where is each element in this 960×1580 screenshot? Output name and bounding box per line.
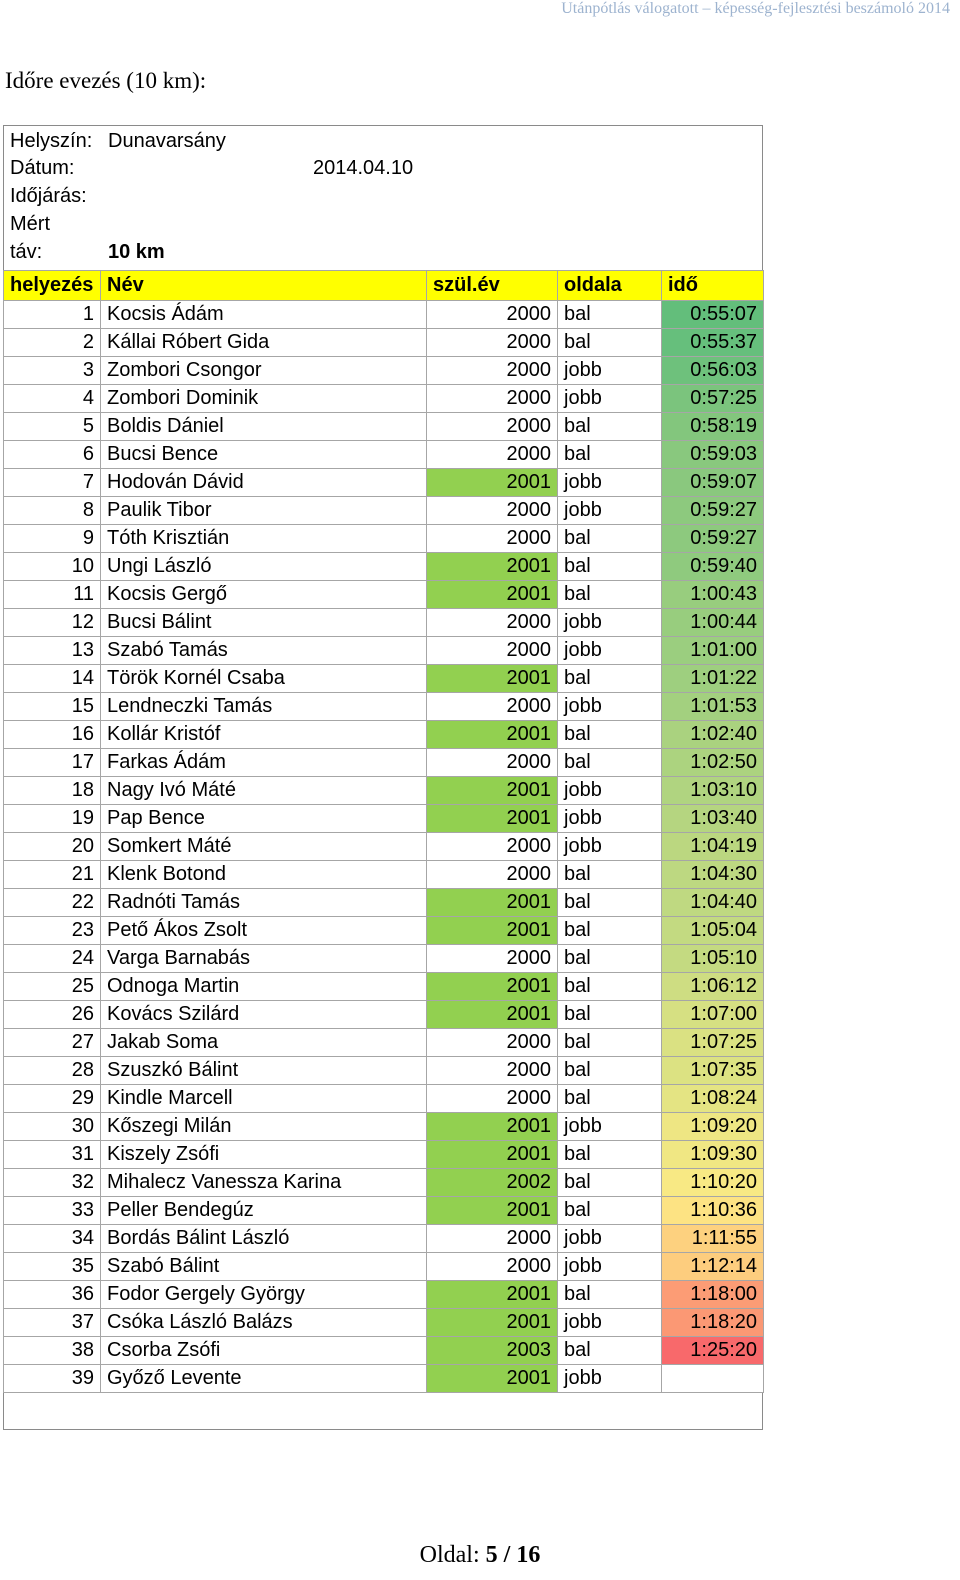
time-cell: 0:56:03 [662,357,764,385]
birth-year-cell: 2001 [427,1141,558,1169]
table-row [4,1169,764,1197]
table-row [4,1141,764,1169]
column-header-time: idő [662,271,764,301]
birth-year-cell: 2000 [427,441,558,469]
table-row [4,889,764,917]
time-cell: 1:25:20 [662,1337,764,1365]
position-cell: 15 [4,693,101,721]
birth-year-cell: 2000 [427,1085,558,1113]
table-row [4,693,764,721]
side-cell: bal [558,721,662,749]
position-cell: 6 [4,441,101,469]
time-cell: 1:05:04 [662,917,764,945]
position-cell: 38 [4,1337,101,1365]
table-row [4,749,764,777]
page-label: Oldal: [419,1542,480,1568]
time-cell: 1:01:53 [662,693,764,721]
time-cell: 1:04:30 [662,861,764,889]
name-cell: Nagy Ivó Máté [101,777,427,805]
location-label: Helyszín: [10,130,93,152]
position-cell: 29 [4,1085,101,1113]
position-cell: 12 [4,609,101,637]
position-cell: 17 [4,749,101,777]
side-cell: bal [558,301,662,329]
birth-year-cell: 2000 [427,497,558,525]
name-cell: Farkas Ádám [101,749,427,777]
name-cell: Kocsis Ádám [101,301,427,329]
time-cell: 1:12:14 [662,1253,764,1281]
table-row [4,721,764,749]
name-cell: Odnoga Martin [101,973,427,1001]
birth-year-cell: 2001 [427,553,558,581]
side-cell: bal [558,945,662,973]
column-header-name: Név [101,271,427,301]
side-cell: bal [558,973,662,1001]
birth-year-cell: 2001 [427,1365,558,1393]
side-cell: bal [558,441,662,469]
birth-year-cell: 2001 [427,889,558,917]
side-cell: bal [558,329,662,357]
name-cell: Mihalecz Vanessza Karina [101,1169,427,1197]
time-cell: 1:11:55 [662,1225,764,1253]
results-body [4,301,764,1393]
time-cell: 0:59:07 [662,469,764,497]
weather-label: Időjárás: [10,185,87,207]
name-cell: Szabó Tamás [101,637,427,665]
name-cell: Lendneczki Tamás [101,693,427,721]
name-cell: Varga Barnabás [101,945,427,973]
birth-year-cell: 2001 [427,1281,558,1309]
time-cell: 1:18:20 [662,1309,764,1337]
time-cell: 1:07:00 [662,1001,764,1029]
time-cell: 1:18:00 [662,1281,764,1309]
table-row [4,1001,764,1029]
table-row [4,1309,764,1337]
table-row [4,945,764,973]
position-cell: 32 [4,1169,101,1197]
birth-year-cell: 2001 [427,469,558,497]
birth-year-cell: 2001 [427,973,558,1001]
birth-year-cell: 2000 [427,1225,558,1253]
time-cell: 0:55:37 [662,329,764,357]
birth-year-cell: 2000 [427,749,558,777]
position-cell: 10 [4,553,101,581]
side-cell: jobb [558,497,662,525]
position-cell: 5 [4,413,101,441]
results-table [3,270,764,1393]
birth-year-cell: 2000 [427,1057,558,1085]
name-cell: Somkert Máté [101,833,427,861]
side-cell: jobb [558,777,662,805]
table-row [4,805,764,833]
time-cell [662,1365,764,1393]
table-row [4,973,764,1001]
side-cell: bal [558,1197,662,1225]
position-cell: 30 [4,1113,101,1141]
time-cell: 0:58:19 [662,413,764,441]
name-cell: Boldis Dániel [101,413,427,441]
table-row [4,329,764,357]
time-cell: 1:06:12 [662,973,764,1001]
birth-year-cell: 2001 [427,777,558,805]
side-cell: jobb [558,1253,662,1281]
birth-year-cell: 2001 [427,721,558,749]
name-cell: Hodován Dávid [101,469,427,497]
table-row [4,469,764,497]
name-cell: Kollár Kristóf [101,721,427,749]
side-cell: bal [558,1169,662,1197]
table-row [4,917,764,945]
name-cell: Török Kornél Csaba [101,665,427,693]
position-cell: 31 [4,1141,101,1169]
table-row [4,301,764,329]
side-cell: bal [558,1085,662,1113]
name-cell: Szuszkó Bálint [101,1057,427,1085]
table-row [4,357,764,385]
time-cell: 1:00:43 [662,581,764,609]
birth-year-cell: 2000 [427,1253,558,1281]
birth-year-cell: 2001 [427,1001,558,1029]
date-value: 2014.04.10 [313,157,414,179]
time-cell: 1:02:50 [662,749,764,777]
side-cell: bal [558,889,662,917]
time-cell: 1:10:20 [662,1169,764,1197]
column-header-birth-year: szül.év [427,271,558,301]
time-cell: 1:03:40 [662,805,764,833]
distance-label-line2: táv: [10,241,43,263]
name-cell: Csorba Zsófi [101,1337,427,1365]
table-row [4,1029,764,1057]
name-cell: Csóka László Balázs [101,1309,427,1337]
name-cell: Kovács Szilárd [101,1001,427,1029]
table-row [4,1057,764,1085]
table-row [4,525,764,553]
position-cell: 13 [4,637,101,665]
name-cell: Kindle Marcell [101,1085,427,1113]
name-cell: Szabó Bálint [101,1253,427,1281]
distance-value: 10 km [108,241,165,263]
position-cell: 23 [4,917,101,945]
birth-year-cell: 2000 [427,861,558,889]
side-cell: jobb [558,833,662,861]
location-value: Dunavarsány [108,130,226,152]
position-cell: 7 [4,469,101,497]
position-cell: 27 [4,1029,101,1057]
side-cell: bal [558,665,662,693]
birth-year-cell: 2001 [427,805,558,833]
side-cell: bal [558,1029,662,1057]
name-cell: Ungi László [101,553,427,581]
name-cell: Tóth Krisztián [101,525,427,553]
position-cell: 8 [4,497,101,525]
birth-year-cell: 2001 [427,1197,558,1225]
birth-year-cell: 2003 [427,1337,558,1365]
side-cell: bal [558,413,662,441]
position-cell: 24 [4,945,101,973]
side-cell: jobb [558,1309,662,1337]
position-cell: 1 [4,301,101,329]
side-cell: jobb [558,609,662,637]
page-total: 16 [516,1542,541,1568]
side-cell: bal [558,1281,662,1309]
table-row [4,609,764,637]
table-row [4,553,764,581]
time-cell: 1:03:10 [662,777,764,805]
birth-year-cell: 2001 [427,1309,558,1337]
name-cell: Paulik Tibor [101,497,427,525]
position-cell: 19 [4,805,101,833]
position-cell: 9 [4,525,101,553]
birth-year-cell: 2000 [427,833,558,861]
side-cell: jobb [558,693,662,721]
name-cell: Radnóti Tamás [101,889,427,917]
time-cell: 1:02:40 [662,721,764,749]
name-cell: Kiszely Zsófi [101,1141,427,1169]
side-cell: jobb [558,357,662,385]
side-cell: bal [558,1141,662,1169]
page-current: 5 [485,1542,498,1568]
table-row [4,441,764,469]
column-header-position: helyezés [4,271,101,301]
side-cell: jobb [558,637,662,665]
side-cell: jobb [558,469,662,497]
time-cell: 0:55:07 [662,301,764,329]
side-cell: jobb [558,1365,662,1393]
name-cell: Zombori Csongor [101,357,427,385]
side-cell: bal [558,861,662,889]
table-row [4,1281,764,1309]
side-cell: bal [558,749,662,777]
name-cell: Zombori Dominik [101,385,427,413]
position-cell: 14 [4,665,101,693]
time-cell: 1:09:30 [662,1141,764,1169]
birth-year-cell: 2000 [427,945,558,973]
time-cell: 0:59:27 [662,497,764,525]
side-cell: bal [558,917,662,945]
time-cell: 1:05:10 [662,945,764,973]
name-cell: Bucsi Bálint [101,609,427,637]
position-cell: 35 [4,1253,101,1281]
side-cell: jobb [558,805,662,833]
table-row [4,1197,764,1225]
time-cell: 1:01:22 [662,665,764,693]
position-cell: 37 [4,1309,101,1337]
running-header: Utánpótlás válogatott – képesség-fejlesztési beszámoló 2014 [561,0,950,17]
name-cell: Peller Bendegúz [101,1197,427,1225]
time-cell: 1:07:25 [662,1029,764,1057]
position-cell: 18 [4,777,101,805]
table-row [4,1085,764,1113]
name-cell: Jakab Soma [101,1029,427,1057]
name-cell: Kállai Róbert Gida [101,329,427,357]
distance-label-line1: Mért [10,213,50,235]
birth-year-cell: 2000 [427,357,558,385]
position-cell: 3 [4,357,101,385]
name-cell: Klenk Botond [101,861,427,889]
time-cell: 0:57:25 [662,385,764,413]
birth-year-cell: 2000 [427,329,558,357]
side-cell: bal [558,525,662,553]
name-cell: Győző Levente [101,1365,427,1393]
side-cell: jobb [558,1225,662,1253]
position-cell: 21 [4,861,101,889]
time-cell: 0:59:40 [662,553,764,581]
birth-year-cell: 2000 [427,301,558,329]
name-cell: Fodor Gergely György [101,1281,427,1309]
position-cell: 36 [4,1281,101,1309]
table-row [4,777,764,805]
birth-year-cell: 2000 [427,525,558,553]
side-cell: bal [558,1001,662,1029]
name-cell: Bordás Bálint László [101,1225,427,1253]
time-cell: 1:09:20 [662,1113,764,1141]
position-cell: 2 [4,329,101,357]
name-cell: Kőszegi Milán [101,1113,427,1141]
time-cell: 1:07:35 [662,1057,764,1085]
time-cell: 1:08:24 [662,1085,764,1113]
position-cell: 28 [4,1057,101,1085]
name-cell: Pap Bence [101,805,427,833]
table-row [4,637,764,665]
time-cell: 1:00:44 [662,609,764,637]
position-cell: 11 [4,581,101,609]
position-cell: 4 [4,385,101,413]
page-footer [0,1542,960,1569]
time-cell: 1:04:40 [662,889,764,917]
name-cell: Bucsi Bence [101,441,427,469]
column-header-side: oldala [558,271,662,301]
position-cell: 34 [4,1225,101,1253]
table-row [4,665,764,693]
table-row [4,581,764,609]
birth-year-cell: 2000 [427,413,558,441]
side-cell: bal [558,1057,662,1085]
side-cell: jobb [558,1113,662,1141]
section-title: Időre evezés (10 km): [5,68,207,93]
position-cell: 39 [4,1365,101,1393]
birth-year-cell: 2001 [427,581,558,609]
side-cell: jobb [558,385,662,413]
page-separator: / [503,1542,511,1568]
side-cell: bal [558,553,662,581]
table-row [4,1253,764,1281]
birth-year-cell: 2001 [427,917,558,945]
name-cell: Kocsis Gergő [101,581,427,609]
time-cell: 1:10:36 [662,1197,764,1225]
birth-year-cell: 2001 [427,1113,558,1141]
position-cell: 20 [4,833,101,861]
time-cell: 0:59:03 [662,441,764,469]
birth-year-cell: 2000 [427,637,558,665]
position-cell: 33 [4,1197,101,1225]
date-label: Dátum: [10,157,75,179]
table-row [4,1225,764,1253]
position-cell: 22 [4,889,101,917]
birth-year-cell: 2000 [427,1029,558,1057]
table-row [4,1337,764,1365]
position-cell: 25 [4,973,101,1001]
time-cell: 1:04:19 [662,833,764,861]
table-row [4,385,764,413]
birth-year-cell: 2001 [427,665,558,693]
table-row [4,413,764,441]
name-cell: Pető Ákos Zsolt [101,917,427,945]
side-cell: bal [558,1337,662,1365]
birth-year-cell: 2000 [427,609,558,637]
position-cell: 26 [4,1001,101,1029]
side-cell: bal [558,581,662,609]
results-header-row [4,271,764,301]
birth-year-cell: 2000 [427,693,558,721]
table-row [4,833,764,861]
table-row [4,497,764,525]
table-row [4,1113,764,1141]
birth-year-cell: 2002 [427,1169,558,1197]
time-cell: 1:01:00 [662,637,764,665]
table-row [4,1365,764,1393]
table-row [4,861,764,889]
birth-year-cell: 2000 [427,385,558,413]
time-cell: 0:59:27 [662,525,764,553]
position-cell: 16 [4,721,101,749]
